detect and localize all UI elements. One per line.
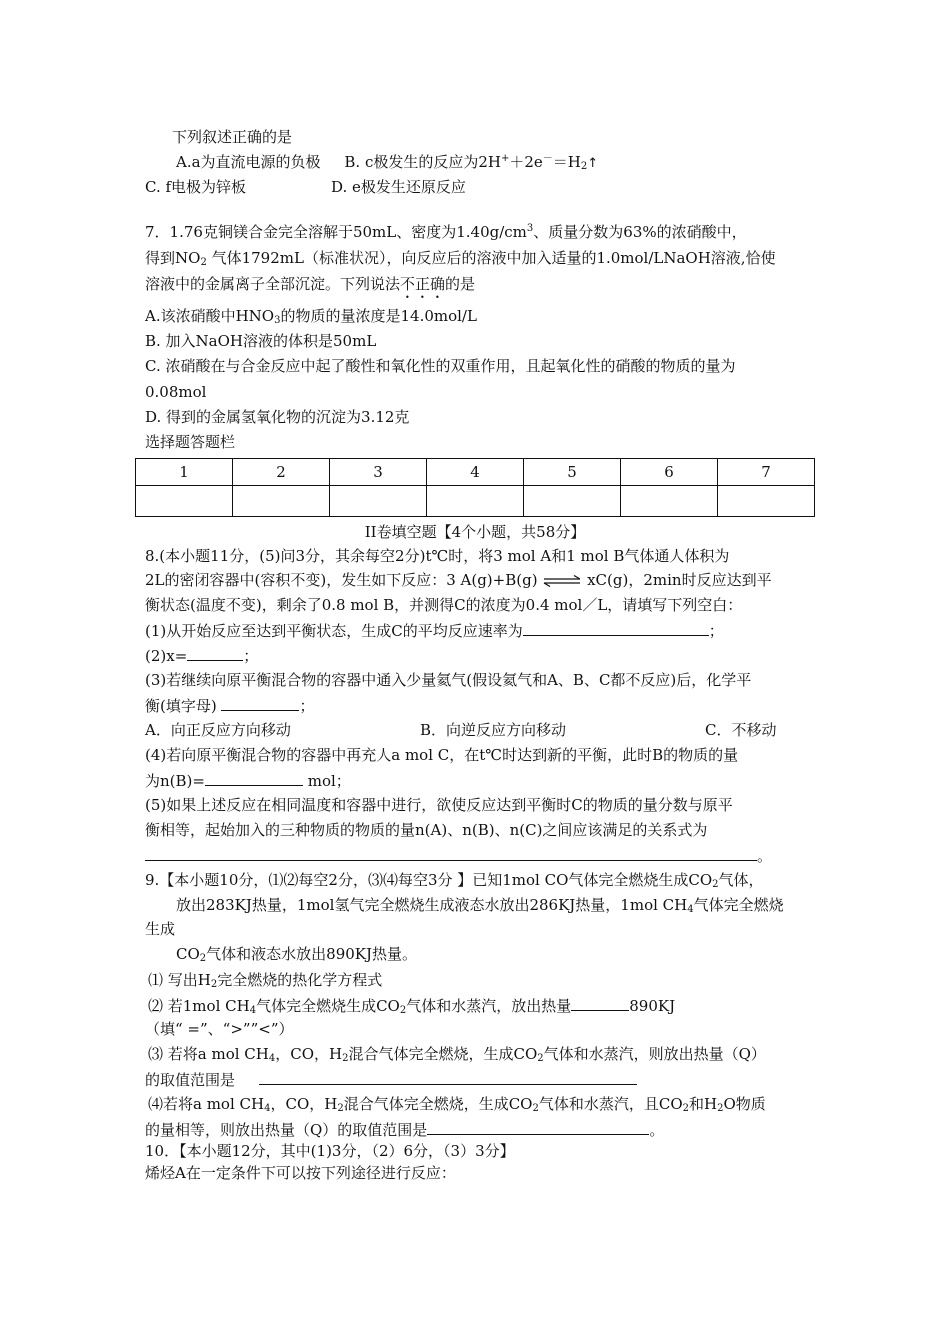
q8-line2: 2L的密闭容器中(容积不变)，发生如下反应：3 A(g)+B(g) xC(g)，2min时反应达到平 (145, 571, 772, 589)
q8-line1: 8.(本小题11分，(5)问3分，其余每空2分)t℃时，将3 mol A和1 mol B气体通人体积为 (145, 547, 730, 565)
q9-part2: ⑵ 若1mol $CH_4$气体完全燃烧生成$CO_2$气体和水蒸汽，放出热量 890KJ (148, 994, 675, 1017)
q9-part3-line2: 的取值范围是 (145, 1068, 637, 1091)
q8-part5-line1: (5)如果上述反应在相同温度和容器中进行，欲使反应达到平衡时C的物质的量分数与原平 (145, 796, 733, 814)
answer-table-header-row (136, 459, 815, 486)
q8-part1: (1)从开始反应至达到平衡状态，生成C的平均反应速率为 ； (145, 619, 724, 642)
gas-up-arrow-icon: ↑ (587, 156, 599, 171)
q8-part2-blank[interactable] (187, 644, 243, 661)
q9-part4-blank[interactable] (427, 1118, 649, 1135)
q9-part1: ⑴ 写出$H_2$完全燃烧的热化学方程式 (148, 971, 383, 990)
q10-line1: 10．【本小题12分，其中(1)3分，（2）6分，（3）3分】 (145, 1142, 515, 1160)
q8-part3-blank[interactable] (221, 694, 299, 711)
q8-part4-line1: (4)若向原平衡混合物的容器中再充人a mol C，在t℃时达到新的平衡，此时B的物质的量 (145, 746, 739, 764)
q8-line3: 衡状态(温度不变)，剩余了0.8 mol B，并测得C的浓度为0.4 mol／L，请填写下列空白： (145, 596, 743, 614)
q7-option-c-line1: C. 浓硝酸在与合金反应中起了酸性和氧化性的双重作用，且起氧化性的硝酸的物质的量为 (145, 357, 736, 375)
answer-table-answer-row (136, 486, 815, 517)
q8-option-c: C．不移动 (705, 721, 777, 739)
q9-line3: 生成 (145, 920, 176, 938)
q10-line2: 烯烃A在一定条件下可以按下列途径进行反应： (145, 1164, 456, 1182)
q8-part1-blank[interactable] (523, 619, 709, 636)
q6-stem: 下列叙述正确的是 (172, 128, 293, 146)
q6-option-b: B. c极发生的反应为$2H^++2e^-=H_2↑$ (344, 153, 599, 172)
q7-option-a: A.该浓硝酸中$HNO_3$的物质的量浓度是14.0mol/L (145, 307, 477, 326)
q6-option-d: D. e极发生还原反应 (331, 178, 466, 196)
answer-table-header: 4 (427, 459, 524, 486)
q8-part4-blank[interactable] (205, 769, 303, 786)
q7-option-b: B. 加入NaOH溶液的体积是50mL (145, 332, 377, 350)
answer-table-header: 1 (136, 459, 233, 486)
q6-options-ab (176, 151, 598, 175)
answer-cell[interactable] (621, 486, 718, 517)
q9-part4-line2: 的量相等，则放出热量（Q）的取值范围是 。 (145, 1118, 664, 1141)
q8-part2: (2)x= ； (145, 644, 258, 667)
q9-part3-blank[interactable] (259, 1068, 637, 1085)
answer-cell[interactable] (427, 486, 524, 517)
q9-part2-blank[interactable] (571, 994, 629, 1011)
q6-option-a: A.a为直流电源的负极 (176, 153, 321, 171)
answer-table-caption: 选择题答题栏 (145, 433, 236, 451)
q8-part3-line2: 衡(填字母) ； (145, 694, 315, 717)
q8-part5-answer: 。 (145, 844, 772, 867)
answer-cell[interactable] (718, 486, 815, 517)
q7-option-c-line2: 0.08mol (145, 383, 207, 401)
q8-part5-line2: 衡相等，起始加入的三种物质的物质的量n(A)、n(B)、n(C)之间应该满足的关系式为 (145, 821, 708, 839)
q9-line2: 放出283KJ热量，1mol氢气完全燃烧生成液态水放出286KJ热量，1mol $CH_4$气体完全燃烧 (176, 896, 784, 915)
q9-line1: 9.【本小题10分，⑴⑵每空2分，⑶⑷每空3分 】已知1mol CO气体完全燃烧生成$CO_2$气体， (145, 871, 764, 890)
emphasis-not-correct: 不正确 (400, 275, 446, 293)
answer-table-header: 7 (718, 459, 815, 486)
answer-table-header: 5 (524, 459, 621, 486)
q8-part3-line1: (3)若继续向原平衡混合物的容器中通入少量氦气(假设氦气和A、B、C都不反应)后，化学平 (145, 671, 752, 689)
answer-table-header: 6 (621, 459, 718, 486)
q7-line2: 得到$NO_2$ 气体1792mL（标准状况），向反应后的溶液中加入适量的1.0mol/LNaOH溶液,恰使 (145, 249, 776, 268)
q9-part3-line1: ⑶ 若将a mol $CH_4$，CO，$H_2$混合气体完全燃烧，生成$CO_2$气体和水蒸汽，则放出热量（Q） (148, 1045, 766, 1064)
q8-part5-blank[interactable] (145, 844, 757, 861)
answer-table-header: 2 (233, 459, 330, 486)
answer-cell[interactable] (330, 486, 427, 517)
q8-part4-line2: 为n(B)= mol； (145, 769, 351, 792)
q8-option-a: A．向正反应方向移动 (145, 721, 291, 739)
q9-part2-hint: （填“ =”、“>””<”） (145, 1020, 294, 1038)
answer-table-header: 3 (330, 459, 427, 486)
answer-cell[interactable] (233, 486, 330, 517)
reversible-arrow-icon (542, 575, 582, 587)
q7-line3: 溶液中的金属离子全部沉淀。下列说法不正确的是 (145, 275, 476, 293)
q9-part4-line1: ⑷若将a mol $CH_4$，CO，$H_2$混合气体完全燃烧，生成$CO_2$气体和水蒸汽，且$CO_2$和$H_2O$物质 (148, 1095, 766, 1114)
q7-option-d: D. 得到的金属氢氧化物的沉淀为3.12克 (145, 408, 410, 426)
q6-option-c: C. f电极为锌板 (145, 178, 247, 196)
answer-table (135, 458, 815, 517)
q8-option-b: B．向逆反应方向移动 (420, 721, 567, 739)
q9-line4: $CO_2$气体和液态水放出890KJ热量。 (176, 945, 418, 964)
answer-cell[interactable] (136, 486, 233, 517)
section-2-title: II卷填空题【4个小题，共58分】 (364, 523, 586, 541)
answer-cell[interactable] (524, 486, 621, 517)
q7-line1: 7．1.76克铜镁合金完全溶解于50mL、密度为$1.40g/cm^3$、质量分数为63%的浓硝酸中， (145, 223, 747, 241)
